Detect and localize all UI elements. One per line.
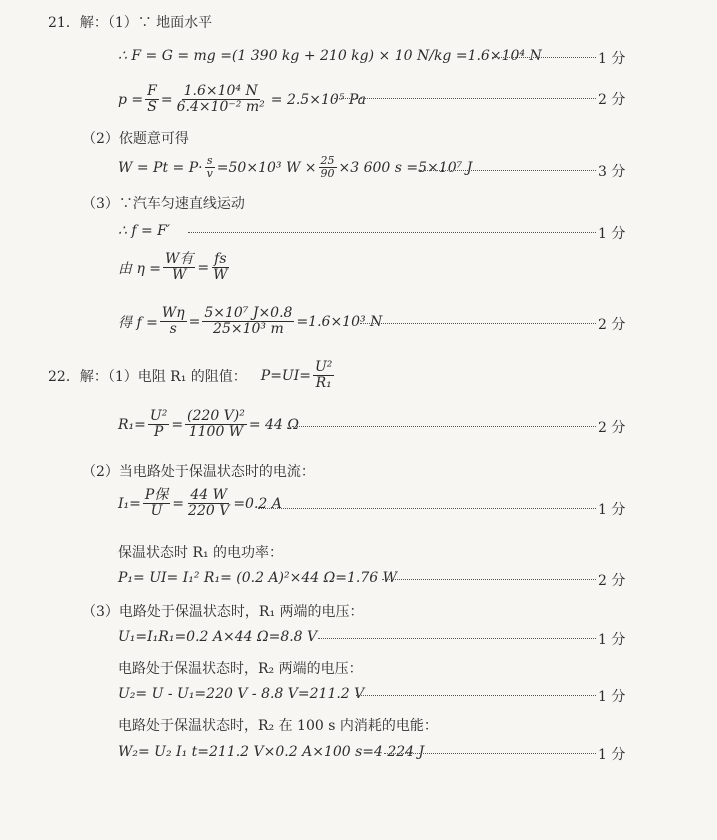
q22-line-u2: U₂= U - U₁=220 V - 8.8 V=211.2 V <box>118 686 365 702</box>
leader-dots <box>360 313 596 333</box>
q21-part2-heading: （2）依题意可得 <box>82 131 189 147</box>
leader-dots <box>492 47 596 67</box>
score-mark: 1 分 <box>598 226 626 242</box>
leader-dots <box>292 416 596 436</box>
q21-line-pressure: p = $\frac{F}{S}$ = $\frac{\text{1.6×10⁴ N}}{\text{6.4×10⁻² m²}}$ = 2.5×10⁵ Pa <box>118 83 366 115</box>
q22-part2-heading: （2）当电路处于保温状态时的电流： <box>82 464 315 480</box>
q22-part3-heading: （3）电路处于保温状态时，R₁ 两端的电压： <box>82 604 364 620</box>
leader-dots <box>258 498 596 518</box>
q21-line-force: ∴ F = G = mg =(1 390 kg + 210 kg) × 10 N/kg =1.6×10⁴ N <box>118 48 542 64</box>
q22-line-energy: W₂= U₂ I₁ t=211.2 V×0.2 A×100 s=4 224 J <box>118 744 425 760</box>
fraction: $\frac{\text{5×10⁷ J×0.8}}{\text{25×10³ m}}$ <box>204 305 293 337</box>
fraction: $\frac{\text{U²}}{\text{R₁}}$ <box>315 359 333 391</box>
q21-line-friction: ∴ f = F′ <box>118 223 171 239</box>
fraction: $\frac{\text{W有}}{W}$ <box>165 251 194 283</box>
fraction: $\frac{W\eta}{s}$ <box>161 305 185 337</box>
q22-line-power: P₁= UI= I₁² R₁= (0.2 A)²×44 Ω=1.76 W <box>118 570 397 586</box>
score-mark: 1 分 <box>598 51 626 67</box>
fraction: $\frac{\text{1.6×10⁴ N}}{\text{6.4×10⁻² m²}}$ <box>176 83 265 115</box>
q21-part3-heading: （3）∵汽车匀速直线运动 <box>82 196 245 212</box>
fraction: $\frac{44 W}{220 V}$ <box>188 487 230 519</box>
score-mark: 1 分 <box>598 502 626 518</box>
q21-line-work: W = Pt = P· $\frac{s}{v}$ =50×10³ W × $\frac{25}{90}$ ×3 600 s =5×10⁷ J <box>118 154 473 180</box>
q21-line-efficiency: 由 η = $\frac{\text{W有}}{W}$ = $\frac{fs}{W}$ <box>118 251 228 283</box>
leader-dots <box>356 685 596 705</box>
leader-dots <box>420 160 596 180</box>
q22-heading: 22．解：（1）电阻 R₁ 的阻值： P=UI= $\frac{\text{U²}}{\text{R₁}}$ <box>48 359 333 391</box>
q22-line-u1: U₁=I₁R₁=0.2 A×44 Ω=8.8 V <box>118 629 318 645</box>
score-mark: 1 分 <box>598 747 626 763</box>
score-mark: 1 分 <box>598 689 626 705</box>
q22-line-resistance: R₁= $\frac{\text{U²}}{P}$ = $\frac{\text{(220 V)²}}{1100 W}$ = 44 Ω <box>118 408 299 440</box>
score-mark: 2 分 <box>598 317 626 333</box>
leader-dots <box>188 222 596 242</box>
fraction: $\frac{\text{(220 V)²}}{1100 W}$ <box>187 408 245 440</box>
q21-heading: 21．解：（1）∵ 地面水平 <box>48 15 213 31</box>
fraction: $\frac{s}{v}$ <box>206 154 213 180</box>
score-mark: 3 分 <box>598 164 626 180</box>
fraction: $\frac{\text{U²}}{P}$ <box>149 408 168 440</box>
q21-line-result: 得 f = $\frac{W\eta}{s}$ = $\frac{\text{5×10⁷ J×0.8}}{\text{25×10³ m}}$ =1.6×10³ N <box>118 305 383 337</box>
fraction: $\frac{fs}{W}$ <box>213 251 228 283</box>
fraction: $\frac{\text{P保}}{U}$ <box>144 487 169 519</box>
leader-dots <box>318 628 596 648</box>
score-mark: 2 分 <box>598 92 626 108</box>
score-mark: 2 分 <box>598 420 626 436</box>
leader-dots <box>384 743 596 763</box>
leader-dots <box>382 569 596 589</box>
q22-line-current: I₁= $\frac{\text{P保}}{U}$ = $\frac{44 W}{220 V}$ =0.2 A <box>118 487 282 519</box>
score-mark: 1 分 <box>598 632 626 648</box>
fraction: $\frac{25}{90}$ <box>320 154 335 180</box>
q22-u2-text: 电路处于保温状态时，R₂ 两端的电压： <box>118 661 363 677</box>
q22-energy-text: 电路处于保温状态时，R₂ 在 100 s 内消耗的电能： <box>118 718 438 734</box>
fraction: $\frac{F}{S}$ <box>147 83 157 115</box>
q22-power-text: 保温状态时 R₁ 的电功率： <box>118 545 284 561</box>
leader-dots <box>334 88 596 108</box>
score-mark: 2 分 <box>598 573 626 589</box>
